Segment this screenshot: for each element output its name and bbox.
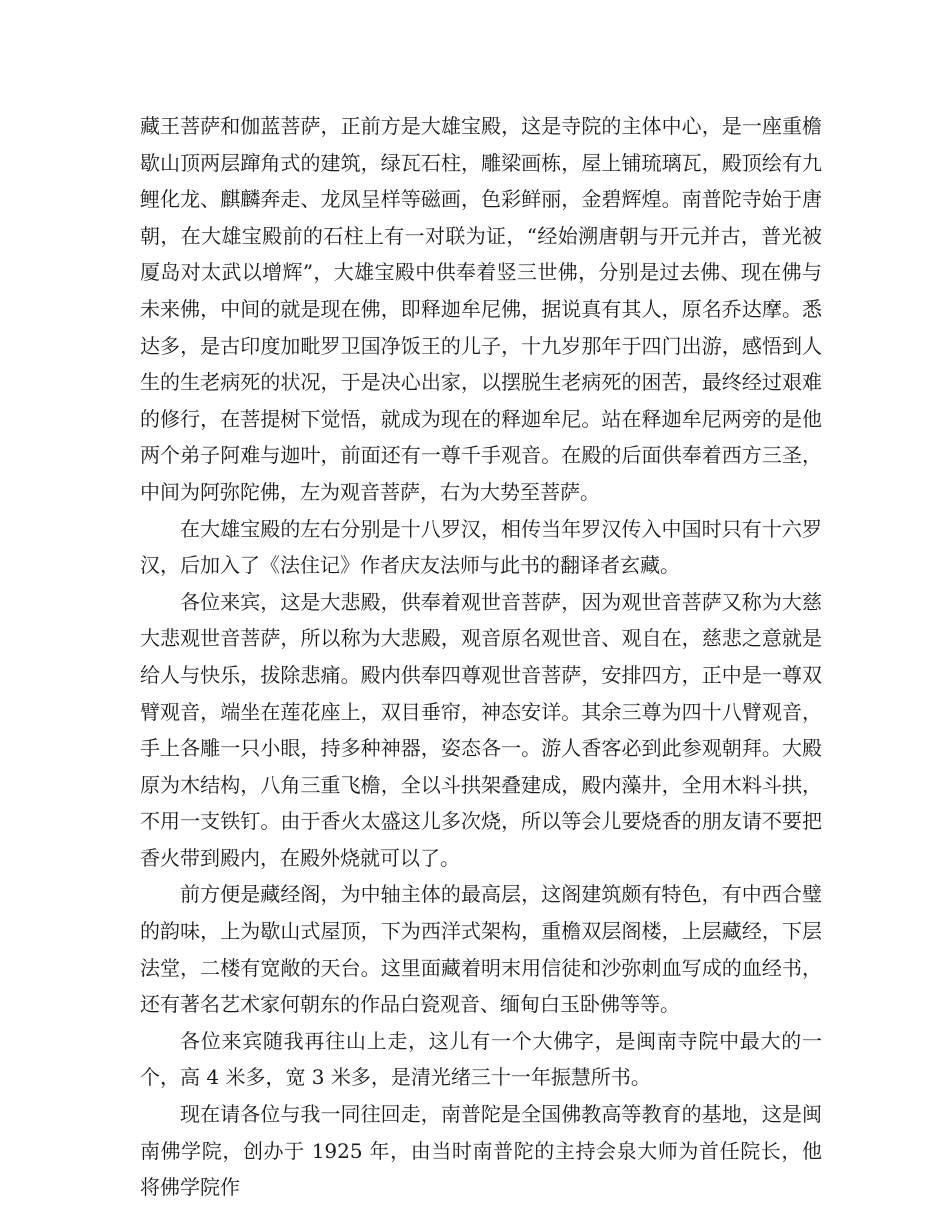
paragraph-6: 现在请各位与我一同往回走，南普陀是全国佛教高等教育的基地，这是闽南佛学院，创办于 1925 年，由当时南普陀的主持会泉大师为首任院长，他将佛学院作 [140, 1102, 822, 1200]
paragraph-1: 藏王菩萨和伽蓝菩萨，正前方是大雄宝殿，这是寺院的主体中心，是一座重檐歇山顶两层蹿角式的建筑，绿瓦石柱，雕梁画栋，屋上铺琉璃瓦，殿顶绘有九鲤化龙、麒麟奔走、龙凤呈样等磁画，色彩鲜丽，金碧辉煌。南普陀寺始于唐朝，在大雄宝殿前的石柱上有一对联为证，“经始溯唐朝与开元并古，普光被厦岛对太武以增辉”，大雄宝殿中供奉着竖三世佛，分别是过去佛、现在佛与未来佛，中间的就是现在佛，即释迦牟尼佛，据说真有其人，原名乔达摩。悉达多，是古印度加毗罗卫国净饭王的儿子，十九岁那年于四门出游，感悟到人生的生老病死的状况，于是决心出家，以摆脱生老病死的困苦，最终经过艰难的修行，在菩提树下觉悟，就成为现在的释迦牟尼。站在释迦牟尼两旁的是他两个弟子阿难与迦叶，前面还有一尊千手观音。在殿的后面供奉着西方三圣，中间为阿弥陀佛，左为观音菩萨，右为大势至菩萨。 [140, 114, 822, 504]
paragraph-4: 前方便是藏经阁，为中轴主体的最高层，这阁建筑颇有特色，有中西合璧的韵味，上为歇山式屋顶，下为西洋式架构，重檐双层阁楼，上层藏经，下层法堂，二楼有宽敞的天台。这里面藏着明末用信徒和沙弥刺血写成的血经书，还有著名艺术家何朝东的作品白瓷观音、缅甸白玉卧佛等等。 [140, 882, 822, 1017]
document-body [140, 108, 822, 1206]
paragraph-2: 在大雄宝殿的左右分别是十八罗汉，相传当年罗汉传入中国时只有十六罗汉，后加入了《法住记》作者庆友法师与此书的翻译者玄藏。 [140, 516, 822, 578]
paragraph-3: 各位来宾，这是大悲殿，供奉着观世音菩萨，因为观世音菩萨又称为大慈大悲观世音菩萨，所以称为大悲殿，观音原名观世音、观自在，慈悲之意就是给人与快乐，拔除悲痛。殿内供奉四尊观世音菩萨，安排四方，正中是一尊双臂观音，端坐在莲花座上，双目垂帘，神态安详。其余三尊为四十八臂观音，手上各雕一只小眼，持多种神器，姿态各一。游人香客必到此参观朝拜。大殿原为木结构，八角三重飞檐，全以斗拱架叠建成，殿内藻井，全用木料斗拱，不用一支铁钉。由于香火太盛这儿多次烧，所以等会儿要烧香的朋友请不要把香火带到殿内，在殿外烧就可以了。 [140, 589, 822, 870]
paragraph-5: 各位来宾随我再往山上走，这儿有一个大佛字，是闽南寺院中最大的一个，高 4 米多，宽 3 米多，是清光绪三十一年振慧所书。 [140, 1028, 822, 1090]
